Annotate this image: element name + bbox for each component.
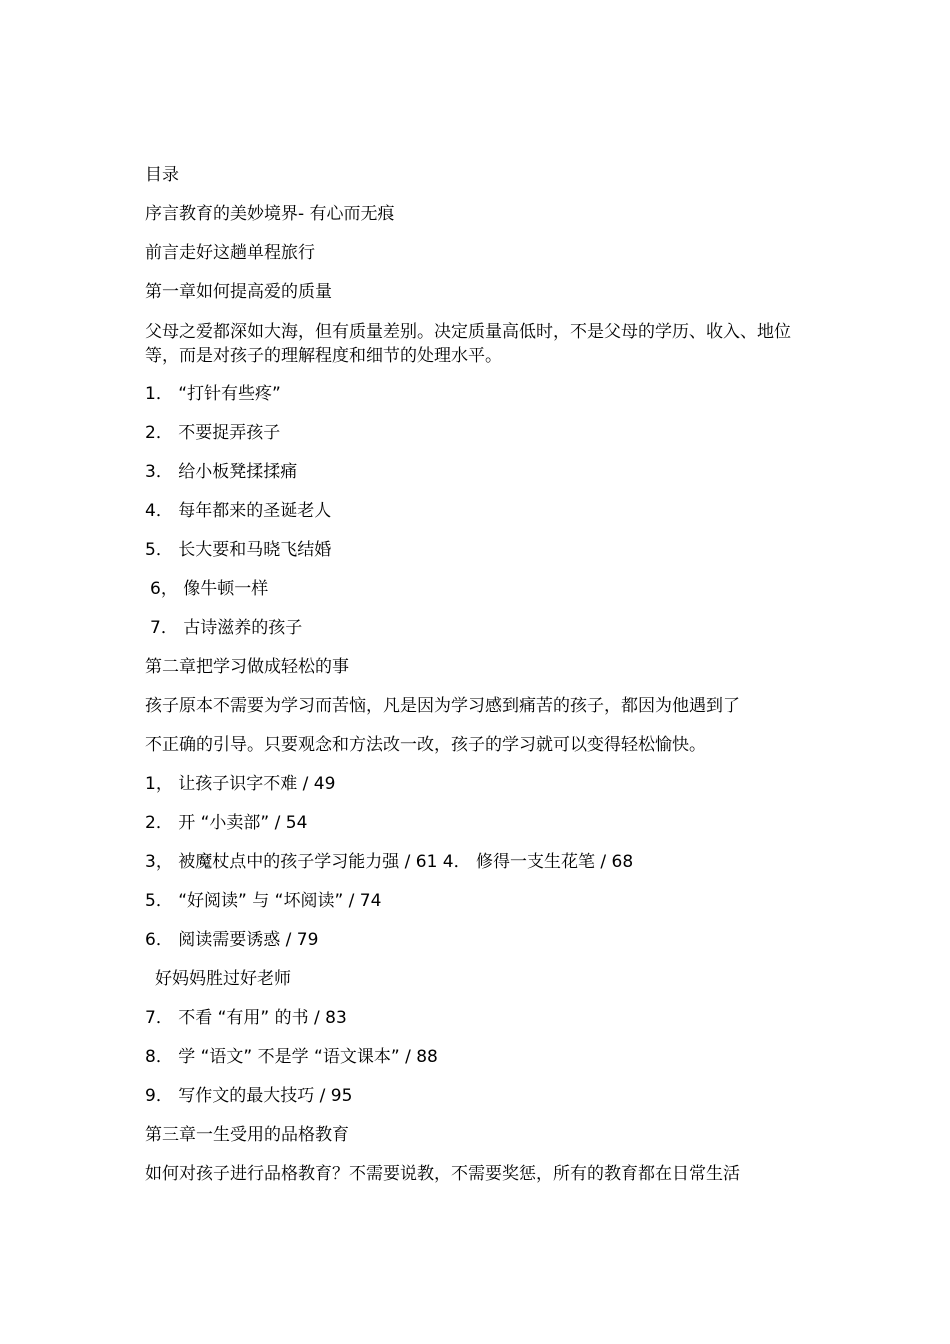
- chapter-1-item: 5． 长大要和马晓飞结婚: [145, 540, 332, 560]
- chapter-2-item: 1， 让孩子识字不难 / 49: [145, 774, 336, 794]
- toc-entry-preface: 序言教育的美妙境界- 有心而无痕: [145, 204, 395, 224]
- toc-entry-foreword: 前言走好这趟单程旅行: [145, 243, 315, 263]
- chapter-1-item: 7． 古诗滋养的孩子: [150, 618, 303, 638]
- chapter-1-item: 3． 给小板凳揉揉痛: [145, 462, 298, 482]
- chapter-1-item: 4． 每年都来的圣诞老人: [145, 501, 332, 521]
- chapter-1-item: 6， 像牛顿一样: [150, 579, 269, 599]
- chapter-3-intro: 如何对孩子进行品格教育？不需要说教，不需要奖惩，所有的教育都在日常生活: [145, 1164, 740, 1184]
- chapter-3-title: 第三章一生受用的品格教育: [145, 1125, 349, 1145]
- toc-heading: 目录: [145, 165, 179, 185]
- chapter-1-item: 1． “打针有些疼”: [145, 384, 281, 404]
- chapter-2-item: 7． 不看 “有用” 的书 / 83: [145, 1008, 347, 1028]
- chapter-2-intro-line-1: 孩子原本不需要为学习而苦恼，凡是因为学习感到痛苦的孩子，都因为他遇到了: [145, 696, 740, 716]
- chapter-2-item: 9． 写作文的最大技巧 / 95: [145, 1086, 353, 1106]
- chapter-2-title: 第二章把学习做成轻松的事: [145, 657, 349, 677]
- chapter-2-item: 2． 开 “小卖部” / 54: [145, 813, 308, 833]
- chapter-2-item: 8． 学 “语文” 不是学 “语文课本” / 88: [145, 1047, 438, 1067]
- chapter-1-title: 第一章如何提高爱的质量: [145, 282, 332, 302]
- chapter-1-item: 2． 不要捉弄孩子: [145, 423, 281, 443]
- section-subtitle: 好妈妈胜过好老师: [155, 969, 291, 989]
- chapter-2-item: 3， 被魔杖点中的孩子学习能力强 / 61 4． 修得一支生花笔 / 68: [145, 852, 634, 872]
- chapter-2-item: 5． “好阅读” 与 “坏阅读” / 74: [145, 891, 382, 911]
- chapter-2-intro-line-2: 不正确的引导。只要观念和方法改一改，孩子的学习就可以变得轻松愉快。: [145, 735, 706, 755]
- chapter-2-item: 6． 阅读需要诱惑 / 79: [145, 930, 319, 950]
- chapter-1-intro: 父母之爱都深如大海，但有质量差别。决定质量高低时，不是父母的学历、收入、地位等，而是对孩子的理解程度和细节的处理水平。: [145, 322, 791, 366]
